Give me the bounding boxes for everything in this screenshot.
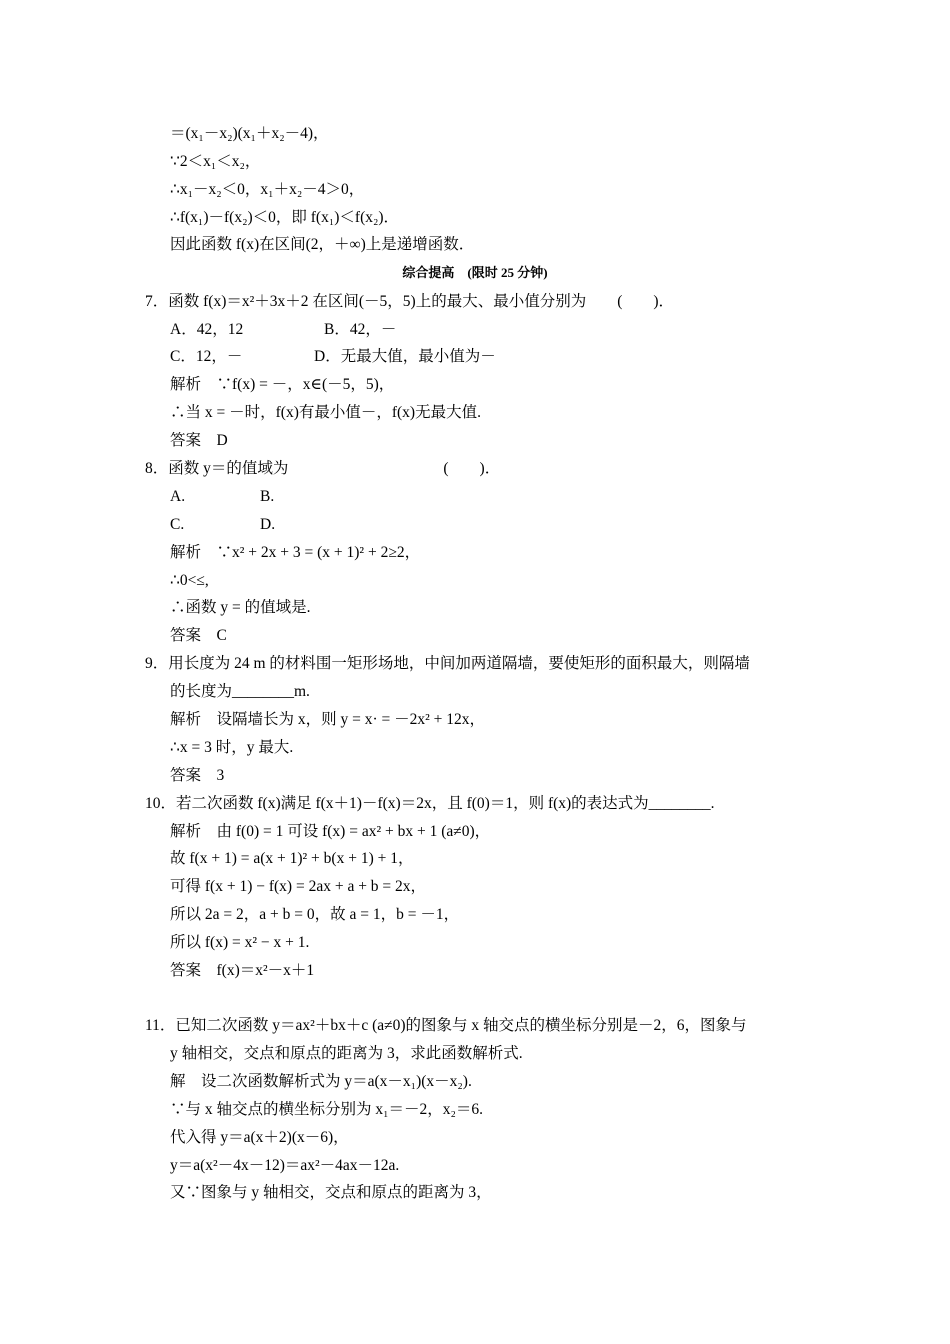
question-9-stem: 9．用长度为 24 m 的材料围一矩形场地，中间加两道隔墙，要使矩形的面积最大，则隔墙 — [145, 655, 750, 672]
q9-analysis: 解析 设隔墙长为 x，则 y = x· = －2x² + 12x， — [170, 711, 486, 728]
q8-option-a: A. — [170, 488, 186, 505]
q9-answer: 答案 3 — [170, 767, 225, 784]
q9-analysis: ∴x = 3 时，y 最大. — [170, 739, 294, 756]
proof-conclusion: 因此函数 f(x)在区间(2，＋∞)上是递增函数． — [170, 236, 475, 253]
question-9-stem: 的长度为________m. — [170, 683, 310, 700]
q8-option-c: C. — [170, 516, 185, 533]
question-7-stem: 7．函数 f(x)＝x²＋3x＋2 在区间(－5，5)上的最大、最小值分别为 ( )． — [145, 293, 675, 310]
q8-option-d: D. — [260, 516, 276, 533]
q10-analysis: 所以 f(x) = x² − x + 1. — [170, 934, 310, 951]
q8-analysis: 解析 ∵x² + 2x + 3 = (x + 1)² + 2≥2， — [170, 544, 421, 561]
q11-solution: 解 设二次函数解析式为 y＝a(x－x₁)(x－x₂). — [170, 1073, 472, 1090]
q10-analysis: 解析 由 f(0) = 1 可设 f(x) = ax² + bx + 1 (a≠0)， — [170, 823, 491, 840]
q7-analysis: 解析 ∵f(x) = －，x∈(－5，5)， — [170, 376, 395, 393]
q11-solution: y＝a(x²－4x－12)＝ax²－4ax－12a. — [170, 1157, 400, 1174]
q11-solution: ∵与 x 轴交点的横坐标分别为 x₁＝－2，x₂＝6. — [170, 1101, 484, 1118]
q10-analysis: 故 f(x + 1) = a(x + 1)² + b(x + 1) + 1， — [170, 850, 414, 867]
q8-answer: 答案 C — [170, 627, 227, 644]
question-11-stem: 11．已知二次函数 y＝ax²＋bx＋c (a≠0)的图象与 x 轴交点的横坐标分别是－2，6，图象与 — [145, 1017, 747, 1034]
q8-option-b: B. — [260, 488, 275, 505]
q8-analysis: ∴函数 y = 的值域是. — [170, 599, 311, 616]
q7-analysis: ∴当 x = －时，f(x)有最小值－，f(x)无最大值. — [170, 404, 481, 421]
q11-solution: 又∵图象与 y 轴相交，交点和原点的距离为 3， — [170, 1184, 492, 1201]
q7-option-a: A．42，12 — [170, 321, 244, 338]
q7-option-c: C．12，－ — [170, 348, 243, 365]
proof-line: ∵2＜x₁＜x₂， — [170, 153, 261, 170]
proof-line: ＝(x₁－x₂)(x₁＋x₂－4)， — [170, 125, 329, 142]
proof-line: ∴f(x₁)－f(x₂)＜0，即 f(x₁)＜f(x₂)． — [170, 209, 400, 226]
q10-analysis: 可得 f(x + 1) − f(x) = 2ax + a + b = 2x， — [170, 878, 427, 895]
section-title: 综合提高 (限时 25 分钟) — [402, 265, 548, 280]
question-11-stem: y 轴相交，交点和原点的距离为 3，求此函数解析式. — [170, 1045, 523, 1062]
q10-answer: 答案 f(x)＝x²－x＋1 — [170, 962, 315, 979]
question-10-stem: 10．若二次函数 f(x)满足 f(x＋1)－f(x)＝2x，且 f(0)＝1，则 f(x)的表达式为________. — [145, 795, 715, 812]
q7-option-b: B．42，－ — [324, 321, 397, 338]
question-8-stem: 8．函数 y＝的值域为 ( )． — [145, 460, 501, 477]
q10-analysis: 所以 2a = 2，a + b = 0，故 a = 1，b = －1， — [170, 906, 460, 923]
q11-solution: 代入得 y＝a(x＋2)(x－6)， — [170, 1129, 349, 1146]
q8-analysis: ∴0<≤, — [170, 572, 209, 589]
q7-option-d: D．无最大值，最小值为－ — [314, 348, 496, 365]
proof-line: ∴x₁－x₂＜0，x₁＋x₂－4＞0， — [170, 181, 365, 198]
q7-answer: 答案 D — [170, 432, 228, 449]
